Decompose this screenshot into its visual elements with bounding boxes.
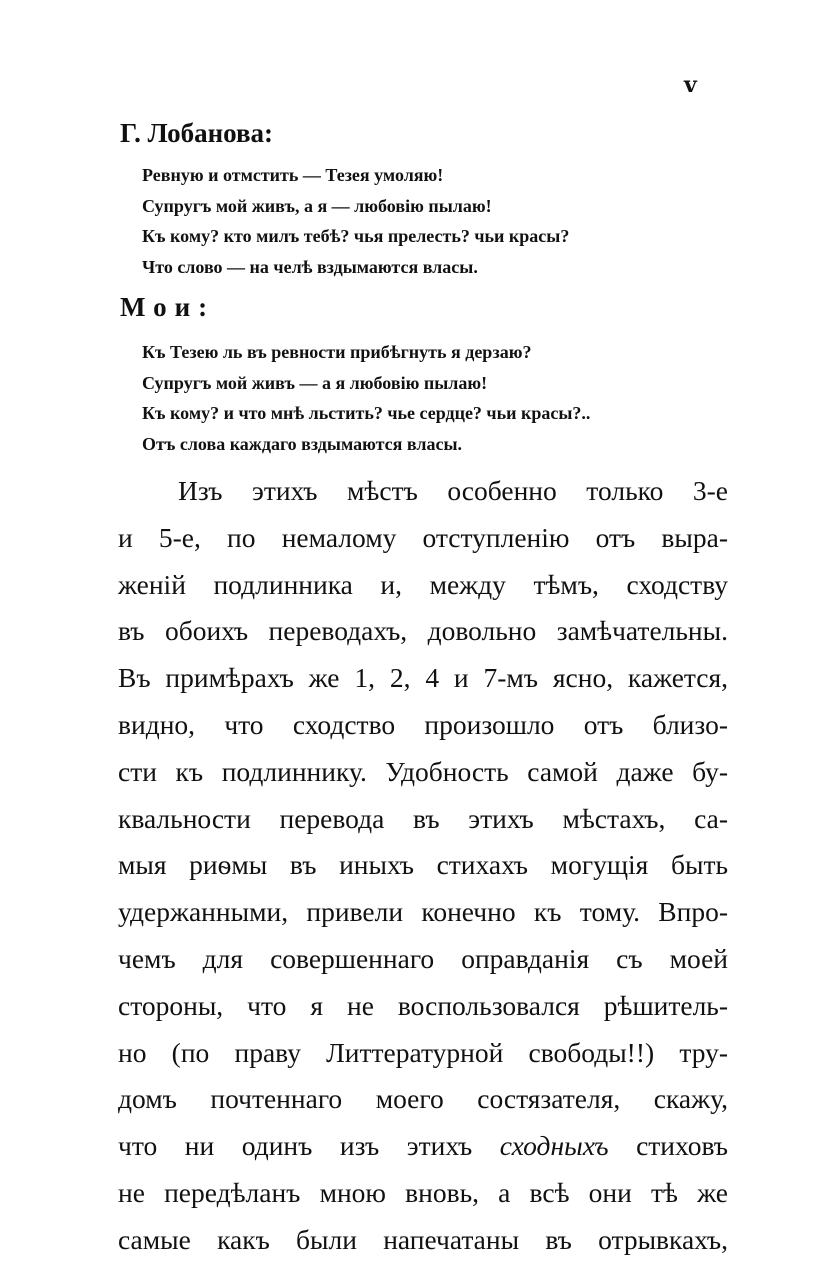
paragraph-line: стороны, что я не воспользовался рѣшитель-	[118, 989, 728, 1021]
verse-line: Супругъ мой живъ — а я любовію пылаю!	[142, 372, 488, 393]
paragraph-line: Изъ этихъ мѣстъ особенно только 3-е	[178, 475, 728, 506]
verse-line: Супругъ мой живъ, а я — любовію пылаю!	[142, 195, 492, 216]
page-number: v	[684, 72, 697, 98]
verse-line: Что слово — на челѣ вздымаются власы.	[142, 256, 478, 277]
verse-line: Отъ слова каждаго вздымаются власы.	[142, 433, 463, 454]
paragraph-line: чемъ для совершеннаго оправданія съ моей	[118, 942, 728, 974]
verse-line: Къ кому? кто милъ тебѣ? чья прелесть? чьи красы?	[142, 226, 570, 246]
paragraph-line: удержанными, привели конечно къ тому. Впро-	[118, 896, 728, 928]
paragraph-line: видно, что сходство произошло отъ близо-	[118, 708, 728, 740]
section-heading-mine: Мои:	[120, 292, 216, 322]
paragraph-line: и 5-е, по немалому отступленію отъ выра-	[118, 521, 728, 553]
paragraph-line: не передѣланъ мною вновь, а всѣ они тѣ же	[118, 1176, 728, 1208]
paragraph-line: мыя риѳмы въ иныхъ стихахъ могущія быть	[118, 849, 728, 881]
paragraph-line: домъ почтеннаго моего состязателя, скажу,	[118, 1083, 728, 1115]
paragraph-line: самые какъ были напечатаны въ отрывкахъ,	[118, 1223, 728, 1255]
paragraph-line: женій подлинника и, между тѣмъ, сходству	[118, 568, 728, 600]
paragraph-line: но (по праву Литтературной свободы!!) тру-	[118, 1036, 728, 1068]
verse-line: Къ Тезею ль въ ревности прибѣгнуть я дерзаю?	[142, 342, 532, 362]
section-heading-lobanov: Г. Лобанова:	[120, 118, 274, 148]
paragraph-line: сти къ подлиннику. Удобность самой даже бу-	[118, 755, 728, 787]
verse-mine	[142, 337, 590, 459]
verse-lobanov	[142, 160, 569, 282]
paragraph-line: въ обоихъ переводахъ, довольно замѣчательны.	[118, 615, 728, 647]
paragraph-line: Въ примѣрахъ же 1, 2, 4 и 7-мъ ясно, кажется,	[118, 662, 728, 694]
paragraph-line-with-italic: что ни одинъ изъ этихъ сходныхъ стиховъ	[118, 1130, 728, 1162]
italic-word: сходныхъ	[499, 1130, 609, 1162]
verse-line: Къ кому? и что мнѣ льстить? чье сердце? чьи красы?..	[142, 403, 591, 423]
paragraph-line: квальности перевода въ этихъ мѣстахъ, са-	[118, 802, 728, 834]
verse-line: Ревную и отмстить — Тезея умоляю!	[142, 165, 444, 185]
body-paragraph	[118, 468, 728, 1264]
